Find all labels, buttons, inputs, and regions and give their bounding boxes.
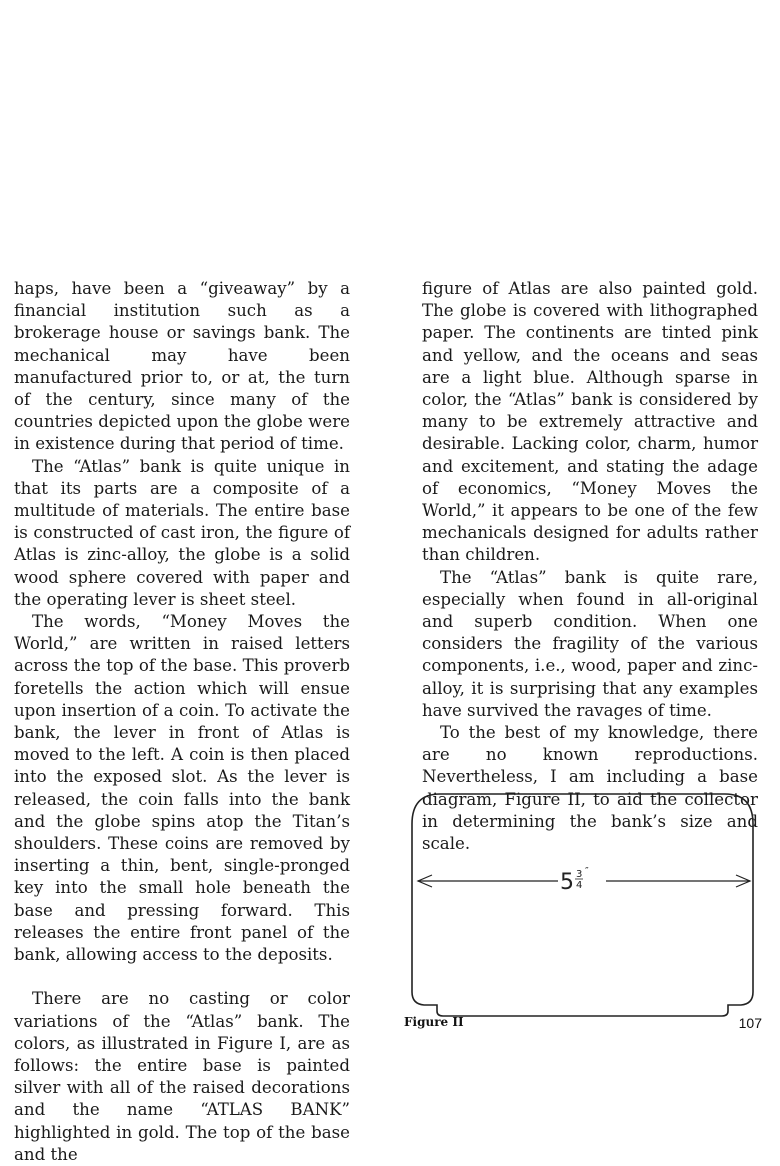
right-text-column (422, 278, 758, 855)
figure-caption: Figure II (404, 1015, 464, 1029)
paragraph: figure of Atlas are also painted gold. The globe is covered with lithographed paper. The continents are tinted pink and yellow, and the oceans and seas are a light blue. Although sparse in color, the “Atlas” bank is considered by many to be extremely attractive and desirable. Lacking color, charm, humor and excitement, and stating the adage of economics, “Money Moves the World,” it appears to be one of the few mechanicals designed for adults rather than children. (422, 279, 758, 565)
dimension-numerator: 3 (576, 869, 583, 880)
dimension-inch-mark: ″ (585, 866, 589, 877)
dimension-whole: 5 (560, 870, 574, 895)
paragraph: The words, “Money Moves the World,” are written in raised letters across the top of the base. This proverb foretells the action which will ensue upon insertion of a coin. To activate the bank, the lever in front of Atlas is moved to the left. A coin is then placed into the exposed slot. As the lever is released, the coin falls into the bank and the globe spins atop the Titan’s shoulders. These coins are removed by inserting a thin, bent, single-pronged key into the small hole beneath the base and pressing forward. This releases the entire front panel of the bank, allowing access to the deposits. (14, 612, 350, 965)
paragraph: The “Atlas” bank is quite rare, especially when found in all-original and superb condition. When one considers the fragility of the various components, i.e., wood, paper and zinc-alloy, it is surprising that any examples have survived the ravages of time. (422, 567, 758, 720)
base-outline (412, 794, 753, 1016)
paragraph: There are no casting or color variations of the “Atlas” bank. The colors, as illustrated in Figure I, are as follows: the entire base is painted silver with all of the raised decorations and the name “ATLAS BANK” highlighted in gold. The top of the base and the (14, 989, 350, 1164)
base-diagram (410, 792, 755, 1022)
paragraph: To the best of my knowledge, there are no known reproductions. Nevertheless, I am including a base diagram, Figure II, to aid the collector in determining the bank’s size and scale. (422, 723, 758, 854)
dimension-denominator: 4 (576, 880, 583, 891)
page-number: 107 (738, 1015, 762, 1031)
paragraph: The “Atlas” bank is quite unique in that its parts are a composite of a multitude of materials. The entire base is constructed of cast iron, the figure of Atlas is zinc-alloy, the globe is a solid wood sphere covered with paper and the operating lever is sheet steel. (14, 456, 350, 609)
left-text-column (14, 278, 350, 1166)
base-outline-drawing (410, 792, 755, 1022)
paragraph: haps, have been a “giveaway” by a financial institution such as a brokerage house or savings bank. The mechanical may have been manufactured prior to, or at, the turn of the century, since many of the countries depicted upon the globe were in existence during that period of time. (14, 279, 350, 454)
